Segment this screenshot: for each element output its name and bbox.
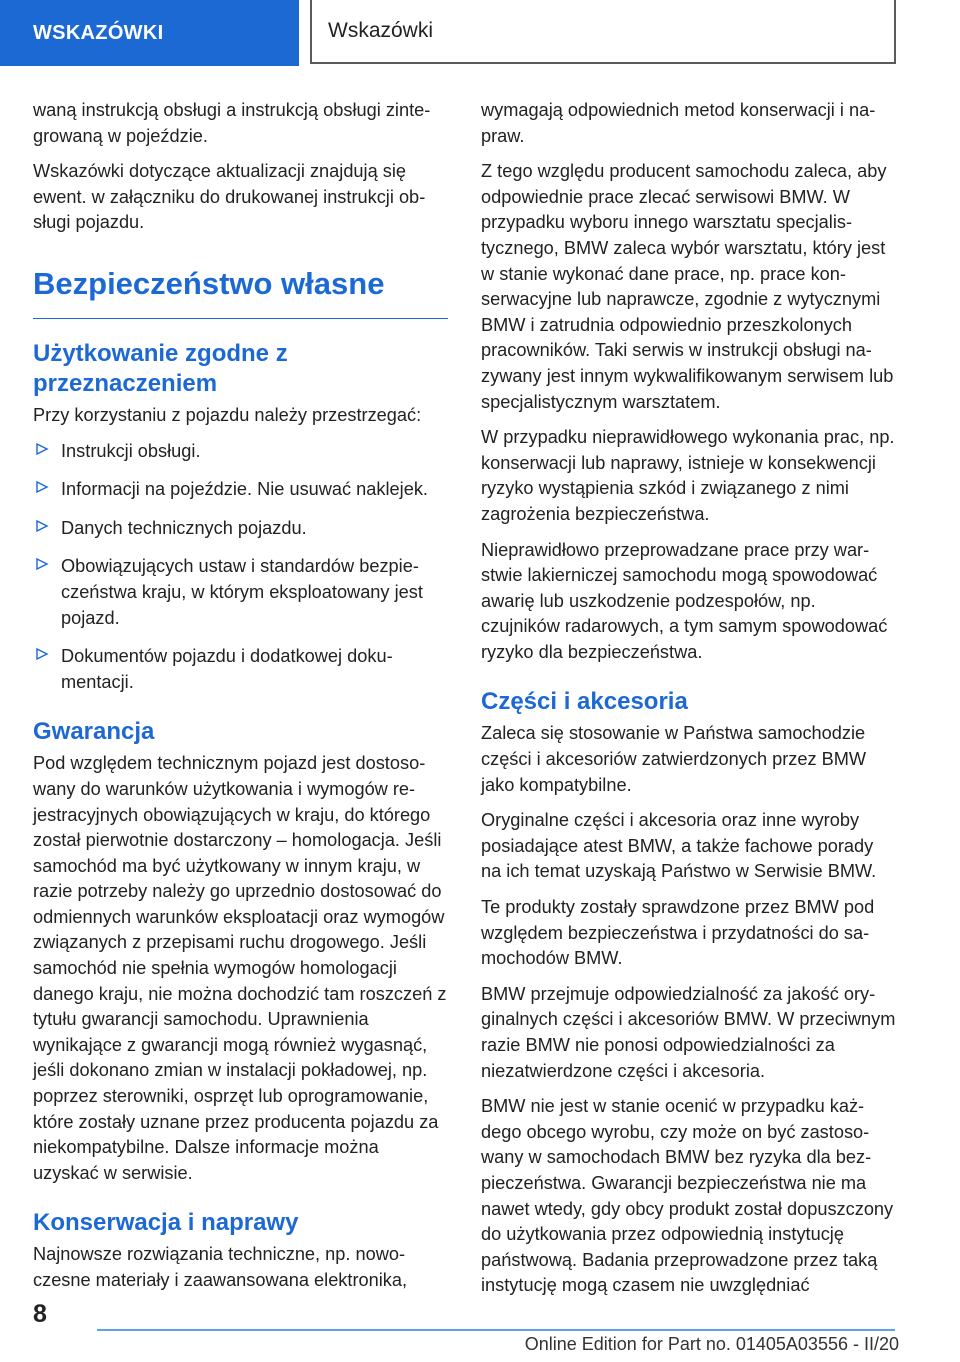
- paragraph: Nieprawidłowo przeprowadzane prace przy warstwie lakierniczej samochodu mogą spowodować awarię lub uszkodzenie podzespołów, np. czujników radarowych, a tym samym spowodować ryzyko dla bezpieczeństwa.: [481, 539, 888, 662]
- list-item-text: Informacji na pojeździe. Nie usuwać naklejek.: [61, 479, 428, 500]
- list-item-text: Obowiązujących ustaw i standardów bezpieczeństwa kraju, w którym eksploatowany jest pojazd.: [61, 556, 423, 628]
- list-item: [33, 644, 448, 695]
- subsection-heading: Gwarancja: [33, 718, 155, 746]
- paragraph: waną instrukcją obsługi a instrukcją obsługi zintegrowaną w pojeździe.: [33, 100, 431, 146]
- list-item-text: Dokumentów pojazdu i dodatkowej dokumentacji.: [61, 646, 393, 692]
- section-tab[interactable]: WSKAZÓWKI: [0, 0, 299, 66]
- left-column: [33, 98, 448, 1304]
- list-item: [33, 516, 448, 542]
- list-item-text: Danych technicznych pojazdu.: [61, 517, 307, 538]
- right-column: [481, 98, 896, 1309]
- list-item-text: Instrukcji obsługi.: [61, 440, 201, 461]
- paragraph: Wskazówki dotyczące aktualizacji znajdują się ewent. w załączniku do drukowanej instrukcji obsługi pojazdu.: [33, 161, 426, 233]
- triangle-right-outline-icon: [35, 519, 49, 533]
- list-item: [33, 554, 448, 631]
- triangle-right-outline-icon: [35, 557, 49, 571]
- paragraph: Pod względem technicznym pojazd jest dostosowany do warunków użytkowania i wymogów rejestracyjnych obowiązujących w kraju, do którego został pierwotnie dostarczony – homologacja. Jeśli samochód ma być użytkowany w innym kraju, w razie potrzeby należy go uprzednio dostosować do odmiennych warunków eksploatacji oraz wymogów związanych z przepisami ruchu drogowego. Jeśli samochód nie spełnia wymogów homologacji danego kraju, nie można dochodzić tam roszczeń z tytułu gwarancji samochodu. Uprawnienia wynikające z gwarancji mogą również wygasnąć, jeśli dokonano zmian w instalacji pokładowej, np. poprzez sterowniki, osprzęt lub oprogramowanie, które zostały uznane przez producenta pojazdu za niekompatybilne. Dalsze informacje można uzyskać w serwisie.: [33, 753, 447, 1183]
- paragraph: Przy korzystaniu z pojazdu należy przestrzegać:: [33, 404, 422, 425]
- paragraph: BMW przejmuje odpowiedzialność za jakość oryginalnych części i akcesoriów BMW. W przeciwnym razie BMW nie ponosi odpowiedzialności za niezatwierdzone części i akcesoria.: [481, 983, 896, 1081]
- subsection-heading: Konserwacja i naprawy: [33, 1209, 299, 1237]
- paragraph: BMW nie jest w stanie ocenić w przypadku każdego obcego wyrobu, czy może on być zastosowany w samochodach BMW bez ryzyka dla bezpieczeństwa. Gwarancji bezpieczeństwa nie ma nawet wtedy, gdy obcy produkt został dopuszczony do użytkowania przez odpowiednią instytucję państwową. Badania przeprowadzone przez taką instytucję mogą czasem nie uwzględniać: [481, 1096, 894, 1296]
- paragraph: Z tego względu producent samochodu zaleca, aby odpowiednie prace zlecać serwisowi BMW. W przypadku wyboru innego warsztatu specjalistycznego, BMW zaleca wybór warsztatu, który jest w stanie wykonać dane prace, np. prace konserwacyjne lub naprawcze, zgodnie z wytycznymi BMW i zatrudnia odpowiednio przeszkolonych pracowników. Taki serwis w instrukcji obsługi nazywany jest innym wykwalifikowanym serwisem lub specjalistycznym warsztatem.: [481, 161, 894, 412]
- subsection-heading: Części i akcesoria: [481, 688, 688, 716]
- bullet-list: [33, 439, 448, 696]
- paragraph: Zaleca się stosowanie w Państwa samochodzie części i akcesoriów zatwierdzonych przez BMW jako kompatybilne.: [481, 723, 867, 795]
- paragraph: Te produkty zostały sprawdzone przez BMW pod względem bezpieczeństwa i przydatności do samochodów BMW.: [481, 897, 875, 969]
- triangle-right-outline-icon: [35, 480, 49, 494]
- paragraph: W przypadku nieprawidłowego wykonania prac, np. konserwacji lub naprawy, istnieje w konsekwencji ryzyko wystąpienia szkód i związanego z nimi zagrożenia bezpieczeństwa.: [481, 427, 895, 524]
- triangle-right-outline-icon: [35, 647, 49, 661]
- page-number: 8: [33, 1300, 47, 1328]
- paragraph: Oryginalne części i akcesoria oraz inne wyroby posiadające atest BMW, a także fachowe porady na ich temat uzyskają Państwo w Serwisie BMW.: [481, 810, 877, 882]
- chapter-tab[interactable]: Wskazówki: [310, 0, 896, 64]
- edition-footer-link[interactable]: Online Edition for Part no. 01405A03556 - II/20: [524, 1334, 899, 1354]
- section-heading: Bezpieczeństwo własne: [33, 264, 448, 319]
- list-item: [33, 477, 448, 503]
- triangle-right-outline-icon: [35, 442, 49, 456]
- paragraph: Najnowsze rozwiązania techniczne, np. nowoczesne materiały i zaawansowana elektronika,: [33, 1244, 408, 1290]
- subsection-heading: Użytkowanie zgodne z przeznaczeniem: [33, 339, 288, 397]
- list-item: [33, 439, 448, 465]
- paragraph: wymagają odpowiednich metod konserwacji i napraw.: [481, 100, 876, 146]
